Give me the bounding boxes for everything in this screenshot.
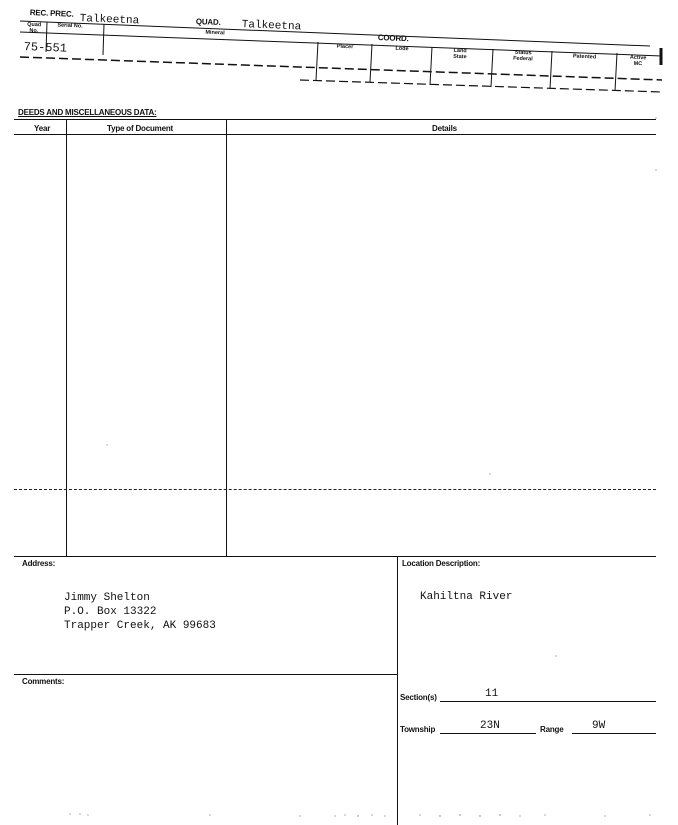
quad-label: QUAD. <box>195 17 221 27</box>
col-mineral: Mineral <box>205 29 225 37</box>
rec-prec-label: REC. PREC. <box>29 8 74 19</box>
col-placer: Placer <box>336 43 354 51</box>
address-label: Address: <box>22 559 56 568</box>
lower-divider <box>397 556 398 825</box>
rec-prec-value: Talkeetna <box>79 13 140 28</box>
address-line-2: P.O. Box 13322 <box>64 606 157 618</box>
col-active-mc: Active MC <box>629 54 647 67</box>
serial-value: 75-551 <box>23 40 68 56</box>
range-label: Range <box>540 725 564 734</box>
deeds-top-rule <box>14 119 656 120</box>
deeds-dashed-rule <box>14 489 656 490</box>
location-description-value: Kahiltna River <box>420 591 513 603</box>
range-underline <box>572 733 656 734</box>
location-description-label: Location Description: <box>402 559 481 568</box>
address-line-1: Jimmy Shelton <box>64 592 150 604</box>
deeds-divider-1 <box>66 119 67 556</box>
col-serial-no: Serial No. <box>57 22 83 30</box>
quad-value: Talkeetna <box>241 19 302 34</box>
township-value: 23N <box>480 720 500 732</box>
township-label: Township <box>400 725 436 734</box>
deeds-divider-2 <box>226 119 227 556</box>
col-year: Year <box>34 124 51 133</box>
township-underline <box>440 733 536 734</box>
comments-label: Comments: <box>22 677 65 686</box>
deeds-bottom-rule <box>14 556 656 557</box>
section-label: Section(s) <box>400 693 437 702</box>
col-type-of-document: Type of Document <box>107 124 173 133</box>
col-patented: Patented <box>572 53 597 61</box>
col-details: Details <box>432 124 457 133</box>
deeds-section-title: DEEDS AND MISCELLANEOUS DATA: <box>18 108 157 117</box>
col-quad-no: Quad No. <box>26 21 42 34</box>
section-underline <box>440 701 656 702</box>
col-lode: Lode <box>395 45 409 53</box>
address-line-3: Trapper Creek, AK 99683 <box>64 620 216 632</box>
section-value: 11 <box>485 688 499 700</box>
deeds-header-rule <box>14 134 656 135</box>
col-status-federal: Status Federal <box>513 49 533 62</box>
range-value: 9W <box>592 720 606 732</box>
coord-label: COORD. <box>377 33 409 44</box>
col-land-state: Land State <box>453 47 467 60</box>
address-comments-rule <box>14 674 398 675</box>
